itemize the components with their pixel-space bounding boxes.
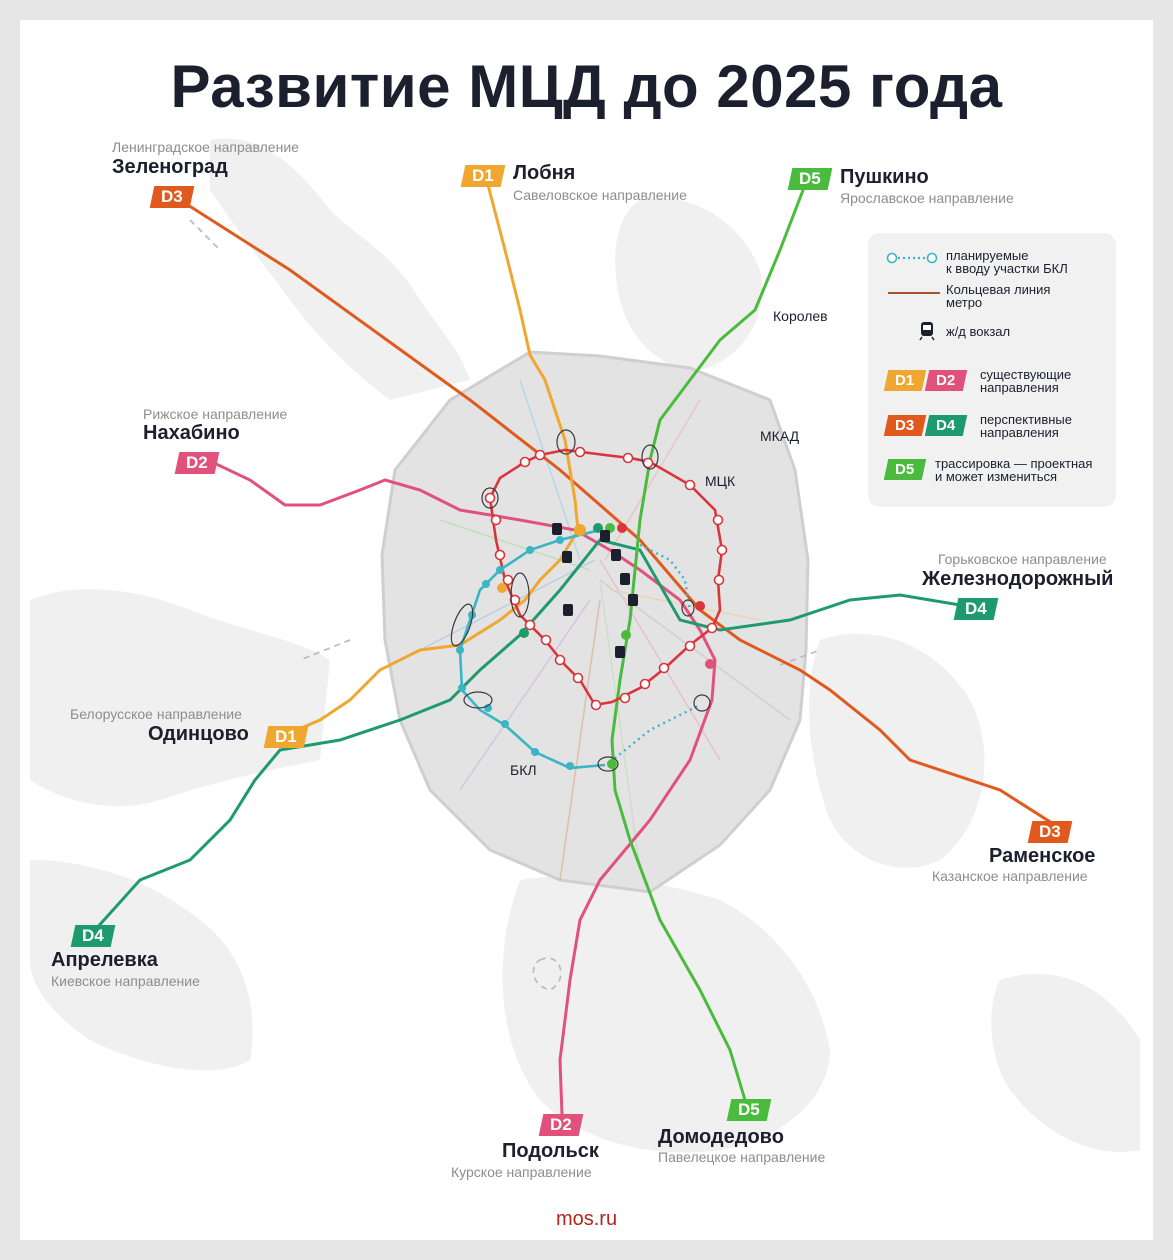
odintsovo-badge: D1 <box>264 726 309 748</box>
legend-tracing-badge-d5: D5 <box>884 459 926 480</box>
legend-existing-line2: направления <box>980 380 1059 395</box>
nakhabino-direction: Рижское направление <box>143 406 288 422</box>
footer-link[interactable]: mos.ru <box>555 1208 618 1230</box>
legend-panel <box>868 233 1116 507</box>
ramenskoe-badge: D3 <box>1028 821 1073 843</box>
zheleznodorozhny-badge: D4 <box>954 598 999 620</box>
legend-prospective-badge-d4: D4 <box>925 415 967 436</box>
page-title: Развитие МЦД до 2025 года <box>170 53 1003 120</box>
domodedovo-direction: Павелецкое направление <box>658 1149 826 1165</box>
bkl-label: БКЛ <box>510 762 537 778</box>
train-station-icon <box>919 321 935 341</box>
moscow-city-area <box>382 352 808 892</box>
podolsk-name: Подольск <box>502 1140 599 1162</box>
legend-existing-badge-d1: D1 <box>884 370 926 391</box>
domodedovo-name: Домодедово <box>658 1126 784 1148</box>
legend-bkl-planned-line1: планируемые <box>946 248 1029 263</box>
lobnya-direction: Савеловское направление <box>513 187 687 203</box>
dotted-bkl-icon <box>886 251 938 265</box>
odintsovo-name: Одинцово <box>148 723 249 745</box>
legend-existing-badge-d2: D2 <box>925 370 967 391</box>
legend-ring-line2: метро <box>946 295 983 310</box>
podolsk-badge: D2 <box>539 1114 584 1136</box>
legend-prospective-badge-d3: D3 <box>884 415 926 436</box>
legend-tracing-line1: трассировка — проектная <box>935 456 1093 471</box>
zelenograd-name: Зеленоград <box>112 156 228 178</box>
odintsovo-direction: Белорусское направление <box>70 706 242 722</box>
nakhabino-name: Нахабино <box>143 422 240 444</box>
lobnya-badge: D1 <box>461 165 506 187</box>
zelenograd-badge: D3 <box>150 186 195 208</box>
mck-label: МЦК <box>705 473 736 489</box>
podolsk-direction: Курское направление <box>451 1164 592 1180</box>
legend-prospective-line2: направления <box>980 425 1059 440</box>
legend-station: ж/д вокзал <box>946 324 1011 339</box>
aprelevka-badge: D4 <box>71 925 116 947</box>
domodedovo-badge: D5 <box>727 1099 772 1121</box>
ramenskoe-direction: Казанское направление <box>932 868 1088 884</box>
map-frame <box>20 20 1153 1240</box>
pushkino-name: Пушкино <box>840 166 929 188</box>
mkad-label: МКАД <box>760 428 800 444</box>
ramenskoe-name: Раменское <box>989 845 1096 867</box>
lobnya-name: Лобня <box>513 162 576 184</box>
zheleznodorozhny-direction: Горьковское направление <box>938 551 1107 567</box>
legend-ring-line1: Кольцевая линия <box>946 282 1051 297</box>
aprelevka-direction: Киевское направление <box>51 973 200 989</box>
nakhabino-badge: D2 <box>175 452 220 474</box>
legend-existing-line1: существующие <box>980 367 1072 382</box>
aprelevka-name: Апрелевка <box>51 949 158 971</box>
korolev-label: Королев <box>773 308 828 324</box>
zheleznodorozhny-name: Железнодорожный <box>922 568 1114 590</box>
pushkino-direction: Ярославское направление <box>840 190 1014 206</box>
ring-line-icon <box>888 290 940 296</box>
legend-prospective-line1: перспективные <box>980 412 1072 427</box>
pushkino-badge: D5 <box>788 168 833 190</box>
zelenograd-direction: Ленинградское направление <box>112 139 299 155</box>
legend-bkl-planned-line2: к вводу участки БКЛ <box>946 261 1068 276</box>
legend-tracing-line2: и может измениться <box>935 469 1058 484</box>
